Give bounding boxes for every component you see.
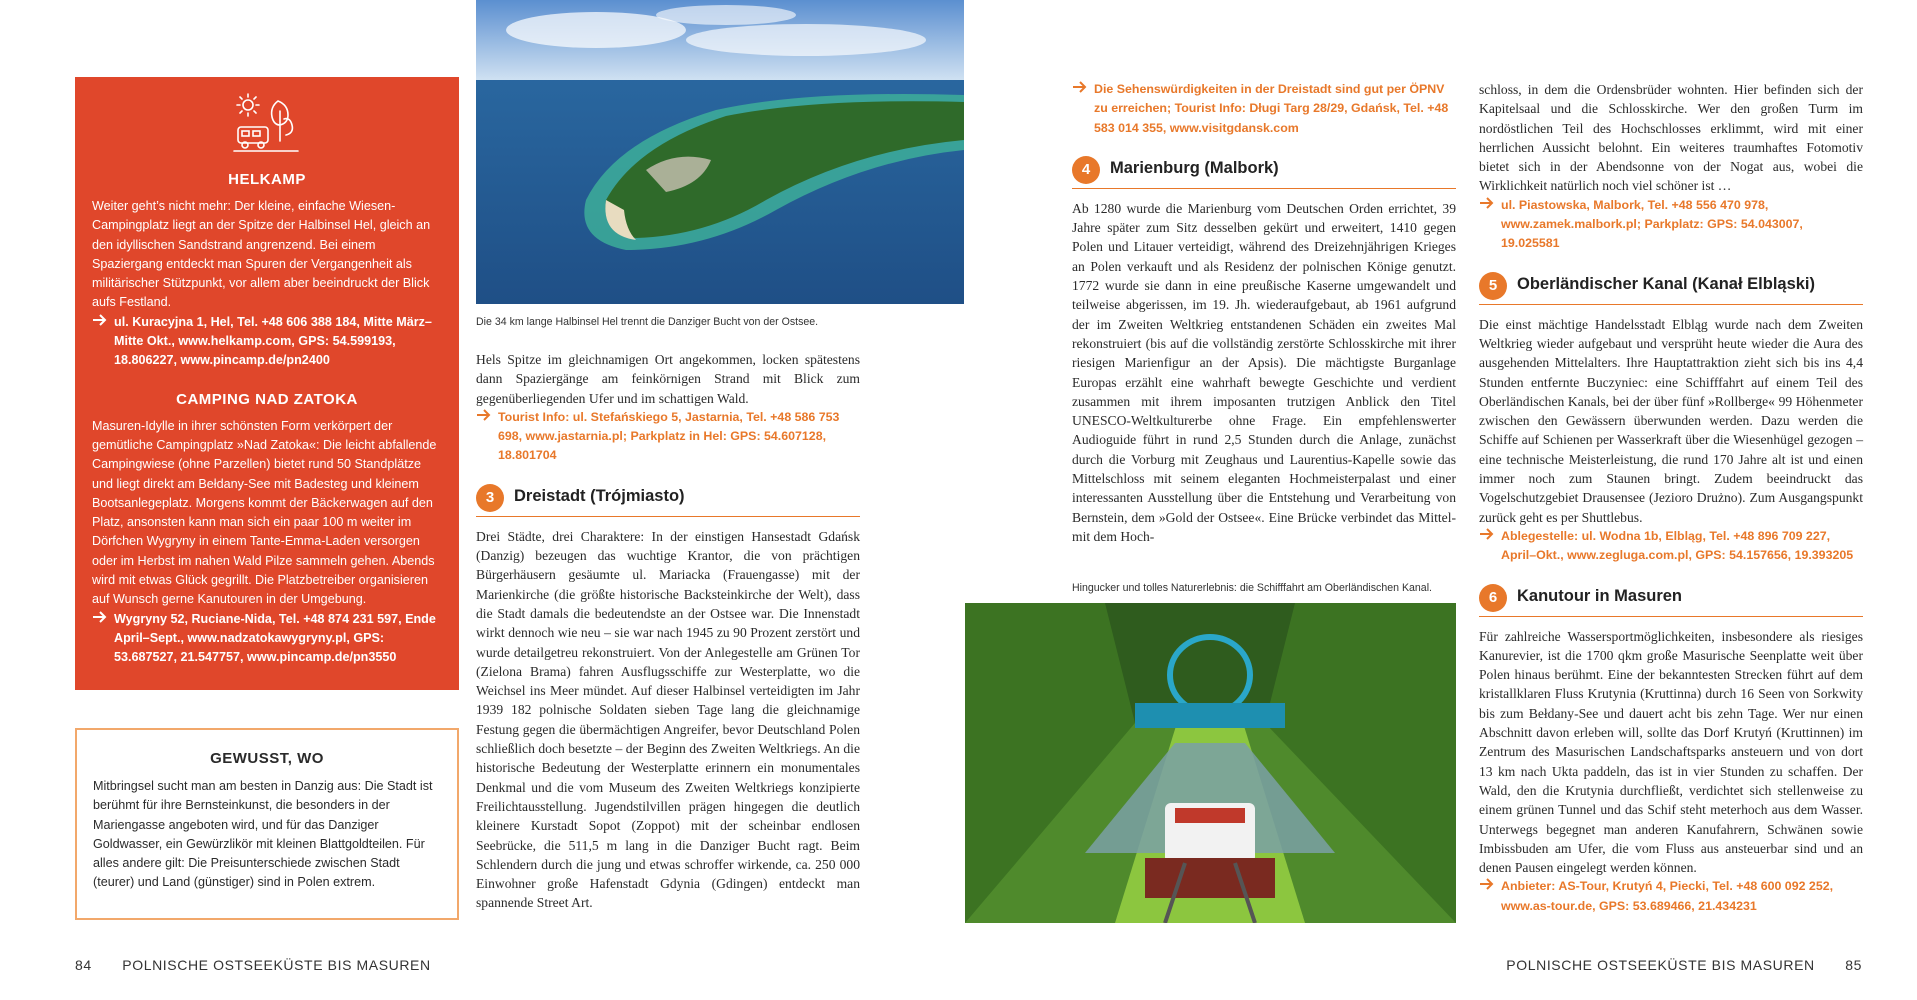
info-dreistadt-oepnv bbox=[1072, 80, 1456, 138]
section-5-text: Die einst mächtige Handelsstadt Elbląg wurde nach dem Zweiten Weltkrieg wieder aufgebaut und versprüht heute wieder die Aura des ausgehenden Mittelalters. Ihre Hauptattraktion zieht sich bis ins 4,4 Stunden entfernte Buczyniec: eine Schifffahrt auf einem Teil des Oberländischen Kanals, bei der über fünf »Rollberge« 99 Höhenmeter zwischen den Gewässern überwunden werden. Dazu werden die Schiffe auf Schienen per Wasserkraft über die Wiesenhügel gezogen – eine technische Meisterleistung, die rund 170 Jahre alt ist und einen immer noch zum Staunen bringt. Zudem beeindruckt das Vogelschutzgebiet Drausensee (Jezioro Drużno). Zum Ausgangspunkt zurück geht es per Shuttlebus. bbox=[1479, 316, 1863, 525]
photo-hel-peninsula bbox=[476, 0, 964, 304]
section-number-badge: 5 bbox=[1479, 272, 1507, 300]
info-text: Anbieter: AS-Tour, Krutyń 4, Piecki, Tel. +48 600 092 252, www.as-tour.de, GPS: 53.689466, 21.434231 bbox=[1501, 879, 1834, 913]
camp-contact-nad-zatoka bbox=[92, 610, 442, 668]
photo-oberlaendischer-kanal bbox=[965, 603, 1456, 923]
section-title: Dreistadt (Trójmiasto) bbox=[514, 486, 685, 505]
section-heading-5 bbox=[1479, 270, 1863, 305]
camping-info-box bbox=[75, 77, 459, 690]
camp-title-helkamp: HELKAMP bbox=[228, 171, 306, 188]
footer-right bbox=[1506, 957, 1862, 973]
info-anbieter bbox=[1479, 877, 1863, 916]
section-heading-4 bbox=[1072, 154, 1456, 189]
arrow-icon bbox=[92, 313, 108, 333]
camping-icons bbox=[92, 91, 442, 167]
info-text: Ablegestelle: ul. Wodna 1b, Elbląg, Tel. +48 896 709 227, April–Okt., www.zegluga.com.pl, GPS: 54.157656, 19.393205 bbox=[1501, 528, 1854, 563]
arrow-icon bbox=[1479, 877, 1495, 897]
right-column-2 bbox=[1479, 80, 1863, 916]
page-number: 84 bbox=[75, 957, 92, 973]
malbork-continued-text: schloss, in dem die Ordensbrüder wohnten. Hier befinden sich der Kapitelsaal und die Schlosskirche. Wer den großen Turm im nordöstlichen Teil des Hochschlosses erklimmt, wird mit einer herrlichen Aussicht belohnt. Ein weiteres traumhaftes Fotomotiv bietet sich in der Abendsonne von der Nogat aus, wobei die Wirklichkeit natürlich noch viel schöner ist … bbox=[1479, 82, 1863, 194]
page-number: 85 bbox=[1845, 957, 1862, 973]
right-column-1 bbox=[1072, 80, 1456, 546]
arrow-icon bbox=[92, 610, 108, 630]
running-title: POLNISCHE OSTSEEKÜSTE BIS MASUREN bbox=[122, 957, 431, 973]
running-title: POLNISCHE OSTSEEKÜSTE BIS MASUREN bbox=[1506, 957, 1815, 973]
section-number-badge: 6 bbox=[1479, 584, 1507, 612]
arrow-icon bbox=[476, 408, 492, 428]
right-page bbox=[958, 0, 1917, 1000]
intro-paragraph: Hels Spitze im gleichnamigen Ort angekommen, locken spätestens dann Spaziergänge am feinkörnigen Strand mit Blick zum gegenüberliegenden Ufer und im schattigen Wald. bbox=[476, 352, 860, 406]
info-malbork bbox=[1479, 196, 1863, 254]
section-number-badge: 4 bbox=[1072, 156, 1100, 184]
camp-contact-text: ul. Kuracyjna 1, Hel, Tel. +48 606 388 184, Mitte März–Mitte Okt., www.helkamp.com, GPS: 54.599193, 18.806227, www.pincamp.de/pn2400 bbox=[114, 314, 432, 368]
camp-title-nad-zatoka: CAMPING NAD ZATOKA bbox=[176, 390, 358, 408]
camper-sun-tree-icon bbox=[232, 91, 302, 157]
section-heading-3 bbox=[476, 482, 860, 517]
tourist-info-text: Tourist Info: ul. Stefańskiego 5, Jastarnia, Tel. +48 586 753 698, www.jastarnia.pl; Parkplatz in Hel: GPS: 54.607128, 18.801704 bbox=[498, 409, 840, 463]
gewusst-wo-box bbox=[75, 728, 459, 920]
camp-text-nad-zatoka: Masuren-Idylle in ihrer schönsten Form verkörpert der gemütliche Campingplatz »Nad Zatoka«: Die leicht abfallende Campingwiese (ohne Parzellen) bietet rund 50 Standplätze und liegt direkt am Bełdany-See mit Badesteg und kleinem Bootsanlegeplatz. Morgens kommt der Bäckerwagen auf den Platz, ansonsten kann man sich ein paar 100 m weiter im Dörfchen Wygryny in einem Tante-Emma-Laden versorgen oder im Herbst im nahen Wald Pilze sammeln gehen. Abends wird mit etwas Glück gegrillt. Die Platzbetreiber organisieren auf Wunsch gerne Kanutouren in der Umgebung. bbox=[92, 418, 437, 607]
arrow-icon bbox=[1479, 527, 1495, 547]
gewusst-text: Mitbringsel sucht man am besten in Danzig aus: Die Stadt ist berühmt für ihre Bernsteinkunst, die besonders in der Mariengasse angeboten wird, und für das Danziger Goldwasser, ein Gewürzlikör mit kleinen Blattgoldteilen. Für alles andere gilt: Die Preisunterschiede zwischen Stadt (teurer) und Land (günstiger) sind in Polen extrem. bbox=[93, 779, 433, 890]
info-text: Die Sehenswürdigkeiten in der Dreistadt sind gut per ÖPNV zu erreichen; Tourist Info: Długi Targ 28/29, Gdańsk, Tel. +48 583 014 355, www.visitgdansk.com bbox=[1094, 82, 1449, 135]
arrow-icon bbox=[1072, 80, 1088, 100]
section-title: Oberländischer Kanal (Kanał Elbląski) bbox=[1517, 274, 1816, 293]
tourist-info-jastarnia bbox=[476, 408, 860, 466]
camp-text-helkamp: Weiter geht’s nicht mehr: Der kleine, einfache Wiesen-Campingplatz liegt an der Spitze der Halbinsel Hel, gleich an den idyllischen Sandstrand angrenzend. Bei einem Spaziergang entdeckt man Spuren der Vergangenheit als militärischer Stützpunkt, vor allem aber beeindruckt der Blick aufs Festland. bbox=[92, 199, 431, 310]
footer-left bbox=[75, 957, 431, 973]
camp-contact-text: Wygryny 52, Ruciane-Nida, Tel. +48 874 231 597, Ende April–Sept., www.nadzatokawygryny.pl, GPS: 53.687527, 21.547757, www.pincamp.de/pn3550 bbox=[114, 611, 436, 665]
section-3-text: Drei Städte, drei Charaktere: In der einstigen Hansestadt Gdańsk (Danzig) bezeugen das wuchtige Krantor, die von prächtigen Bürgerhäusern gesäumte ul. Mariacka (Frauengasse) mit der Marienkirche (die größte historische Backsteinkirche der Welt), dass die Stadt damals die bedeutendste an der Ostsee war. Die Innenstadt wirkt dennoch wie neu – sie war nach 1945 zu 90 Prozent zerstört und wurde detailgetreu rekonstruiert. Von der Anlegestelle am Grünen Tor (Zielona Brama) fahren Ausflugsschiffe zur Westerplatte, wo die Weichsel ins Meer mündet. Auf dieser Halbinsel verteidigten im Jahr 1939 182 polnische Soldaten sieben Tage lang die gleichnamige Festung gegen die übermächtigen Angreifer, bevor Deutschland Polen schließlich doch besetzte – der Beginn des Zweiten Weltkriegs. An die historische Bedeutung der Westerplatte erinnern ein monumentales Denkmal und die vom Museum des Zweiten Weltkriegs konzipierte Freilichtausstellung. Jugendstilvillen prägen hingegen die deutlich kleinere Kurstadt Sopot (Zoppot) mit der scheinbar endlosen Seebrücke, die 511,5 m lang in die Danziger Bucht ragt. Beim Schlendern durch die jung und etwas schroffer wirkende, ca. 250 000 Einwohner große Hafenstadt Gdynia (Gdingen) entdeckt man spannende Street Art. bbox=[476, 528, 860, 911]
section-number-badge: 3 bbox=[476, 484, 504, 512]
section-title: Kanutour in Masuren bbox=[1517, 586, 1683, 605]
caption-canal: Hingucker und tolles Naturerlebnis: die Schifffahrt am Oberländischen Kanal. bbox=[1072, 582, 1432, 594]
caption-hel: Die 34 km lange Halbinsel Hel trennt die Danziger Bucht von der Ostsee. bbox=[476, 316, 819, 328]
section-4-text: Ab 1280 wurde die Marienburg vom Deutschen Orden errichtet, 39 Jahre später zum Sitz desselben gekürt und erweitert, 1410 gegen Polen und Litauer verteidigt, während des Dreizehnjährigen Krieges an Polen verkauft und als Residenz der polnischen Könige genutzt. 1772 wurde sie dann in eine preußische Kaserne umgewandelt und teilweise abgerissen, im 19. Jh. wiederaufgebaut, ab 1961 aufgrund der im Zweiten Weltkrieg entstandenen Schäden ein zweites Mal rekonstruiert (bis auf die vollständig zerstörte Schlosskirche mit ihrer riesigen Marienfigur an der Apsis). Die mächtigste Burganlage Europas erzählt eine wahrhaft bewegte Geschichte und verdient zusammen mit ihrem imposanten trutzigen Anblick den Titel UNESCO-Weltkulturerbe ohne Frage. Ein empfehlenswerter Audioguide führt in rund 2,5 Stunden durch die Anlage, zunächst durch die Vorburg mit Zeughaus und Laurentius-Kapelle sowie das Mittelschloss mit seinem eleganten Hochmeisterpalast und einer interessanten Ausstellung über die Entstehung und Verarbeitung von Bernstein, dem »Gold der Ostsee«. Eine Brücke verbindet das Mittel- mit dem Hoch- bbox=[1072, 200, 1456, 544]
info-text: ul. Piastowska, Malbork, Tel. +48 556 470 978, www.zamek.malbork.pl; Parkplatz: GPS: 54.043007, 19.025581 bbox=[1501, 197, 1803, 251]
info-elblag bbox=[1479, 527, 1863, 566]
arrow-icon bbox=[1479, 196, 1495, 216]
section-6-text: Für zahlreiche Wassersportmöglichkeiten, insbesondere als riesiges Kanurevier, ist die 1700 qkm große Masurische Seenplatte weit über Polen hinaus berühmt. Eine der bekanntesten Strecken führt auf dem kristallklaren Fluss Krutynia (Kruttinna) durch 16 Seen von Sorkwity bis zum Bełdany-See und dauert acht bis zehn Tage. Wer nur einen Abschnitt davon erleben will, sollte das Dorf Krutyń (Kruttinnen) im Zentrum des Masurischen Landschaftsparks ansteuern und von dort 13 km nach Ukta paddeln, das ist in vier Stunden zu schaffen. Der Wald, den die Krutynia durchfließt, verdichtet sich stellenweise zu einem grünen Tunnel und das Schif steht meterhoch aus dem Wasser. Unterwegs begegnet man anderen Kanufahrern, Schwänen sowie Imbissbuden am Ufer, die vom Fluss aus ansteuerbar sind und an denen Pausen eingelegt werden können. bbox=[1479, 628, 1863, 876]
camp-contact-helkamp bbox=[92, 313, 442, 371]
left-page bbox=[0, 0, 958, 1000]
gewusst-title: GEWUSST, WO bbox=[210, 750, 324, 767]
left-text-column bbox=[476, 350, 860, 913]
section-heading-6 bbox=[1479, 582, 1863, 617]
section-title: Marienburg (Malbork) bbox=[1110, 158, 1279, 177]
